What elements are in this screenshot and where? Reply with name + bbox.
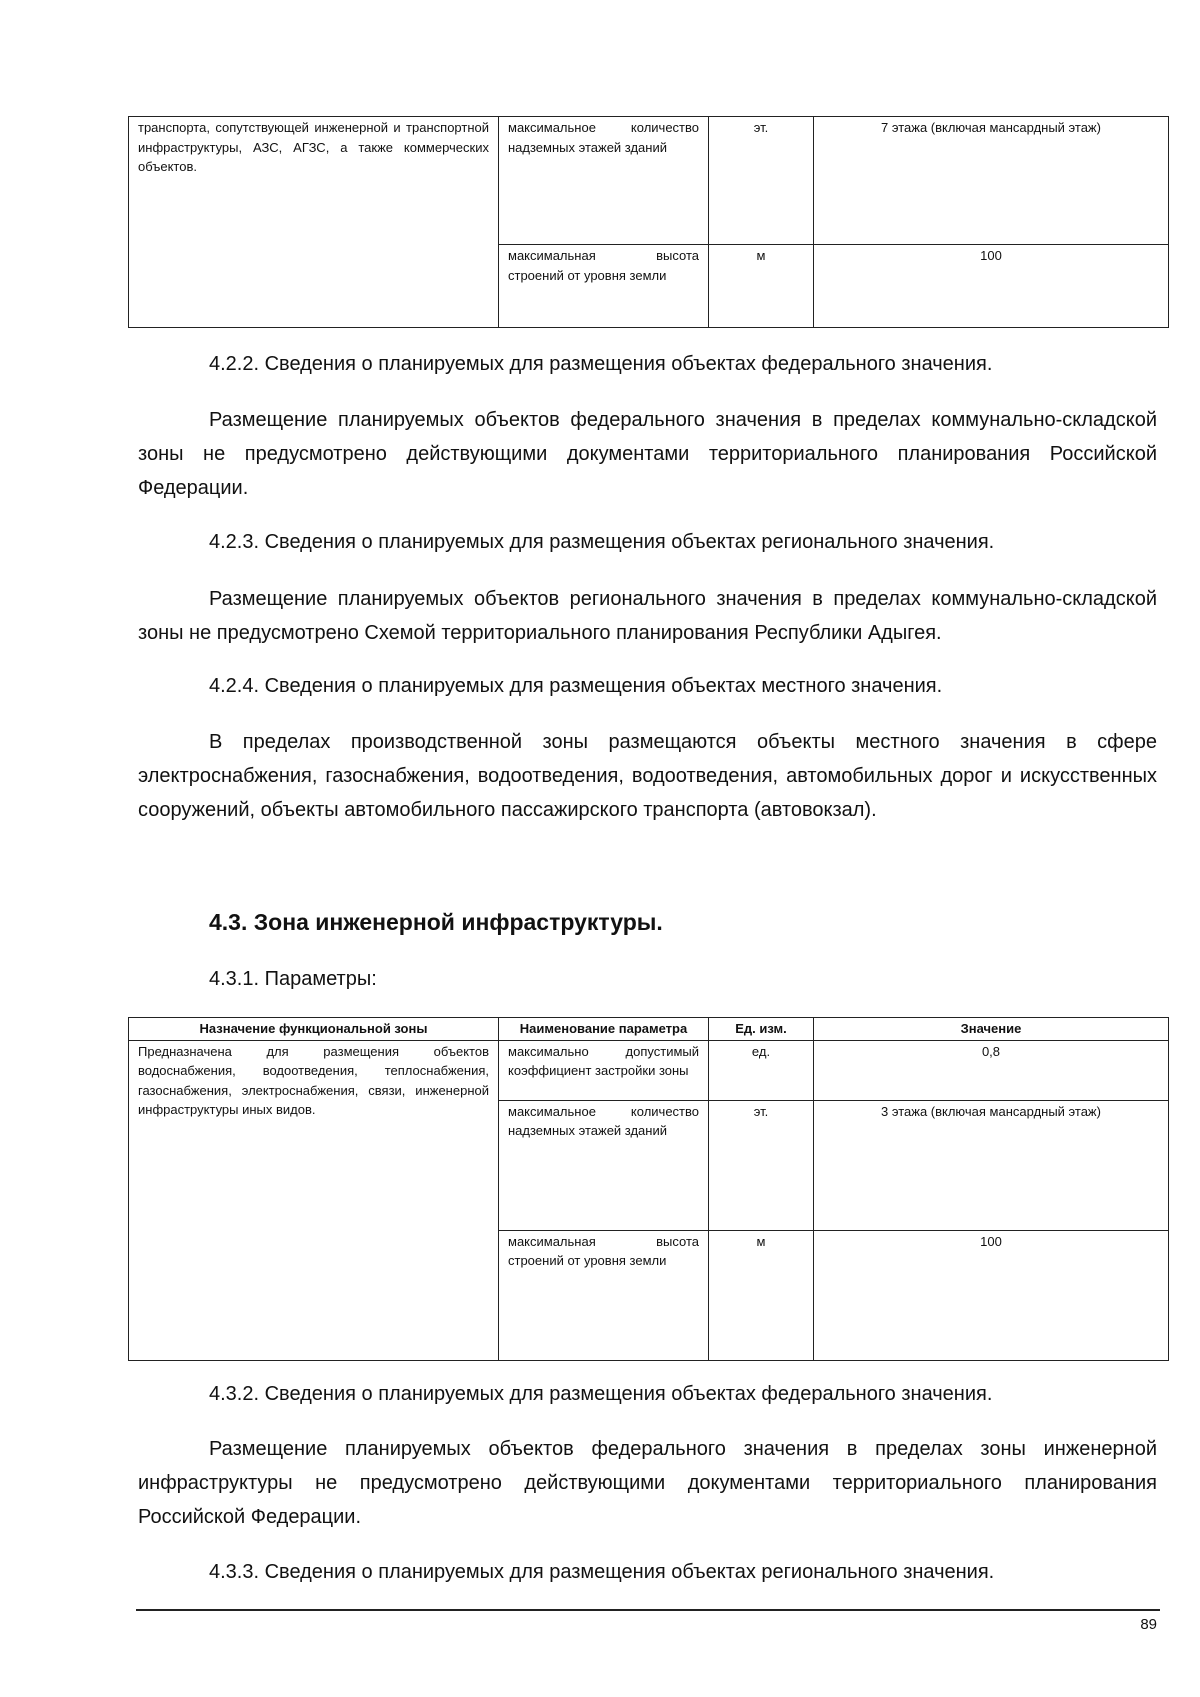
value-cell: 100 [814, 245, 1169, 328]
section-heading-4-2-4: 4.2.4. Сведения о планируемых для размещения объектах местного значения. [209, 675, 943, 697]
zone-purpose-cell: Предназначена для размещения объектов водоснабжения, водоотведения, теплоснабжения, газоснабжения, электроснабжения, связи, инженерной инфраструктуры иных видов. [129, 1040, 499, 1360]
section-heading-4-2-3: 4.2.3. Сведения о планируемых для размещения объектах регионального значения. [209, 531, 995, 553]
unit-cell: эт. [709, 117, 814, 245]
value-cell: 100 [814, 1230, 1169, 1360]
header-zone: Назначение функциональной зоны [129, 1018, 499, 1041]
param-cell: максимально допустимый коэффициент застройки зоны [499, 1040, 709, 1100]
unit-cell: м [709, 245, 814, 328]
header-unit: Ед. изм. [709, 1018, 814, 1041]
param-cell: максимальное количество надземных этажей зданий [499, 1100, 709, 1230]
value-cell: 3 этажа (включая мансардный этаж) [814, 1100, 1169, 1230]
header-param: Наименование параметра [499, 1018, 709, 1041]
page-number: 89 [1140, 1616, 1157, 1633]
section-heading-4-3-3: 4.3.3. Сведения о планируемых для размещения объектах регионального значения. [209, 1561, 995, 1583]
section-heading-4-2-2: 4.2.2. Сведения о планируемых для размещения объектах федерального значения. [209, 353, 993, 375]
paragraph-4-2-3: Размещение планируемых объектов регионального значения в пределах коммунально-складской зоны не предусмотрено Схемой территориального планирования Республики Адыгея. [138, 588, 1157, 644]
section-title-4-3: 4.3. Зона инженерной инфраструктуры. [209, 909, 663, 935]
param-cell: максимальная высота строений от уровня земли [499, 1230, 709, 1360]
param-cell: максимальное количество надземных этажей зданий [499, 117, 709, 245]
param-cell: максимальная высота строений от уровня земли [499, 245, 709, 328]
subsection-4-3-1: 4.3.1. Параметры: [209, 968, 377, 990]
section-heading-4-3-2: 4.3.2. Сведения о планируемых для размещения объектах федерального значения. [209, 1383, 993, 1405]
header-value: Значение [814, 1018, 1169, 1041]
unit-cell: ед. [709, 1040, 814, 1100]
footer-divider [136, 1609, 1160, 1611]
value-cell: 7 этажа (включая мансардный этаж) [814, 117, 1169, 245]
params-table-continued [128, 116, 1169, 328]
paragraph-4-3-2: Размещение планируемых объектов федерального значения в пределах зоны инженерной инфраструктуры не предусмотрено действующими документами территориального планирования Российской Федерации. [138, 1438, 1157, 1528]
paragraph-4-2-2: Размещение планируемых объектов федерального значения в пределах коммунально-складской зоны не предусмотрено действующими документами территориального планирования Российской Федерации. [138, 409, 1157, 499]
value-cell: 0,8 [814, 1040, 1169, 1100]
params-table-4-3 [128, 1017, 1169, 1361]
paragraph-4-2-4: В пределах производственной зоны размещаются объекты местного значения в сфере электроснабжения, газоснабжения, водоотведения, водоотведения, автомобильных дорог и искусственных сооружений, объекты автомобильного пассажирского транспорта (автовокзал). [138, 731, 1157, 821]
unit-cell: эт. [709, 1100, 814, 1230]
zone-purpose-cell: транспорта, сопутствующей инженерной и транспортной инфраструктуры, АЗС, АГЗС, а также коммерческих объектов. [129, 117, 499, 328]
unit-cell: м [709, 1230, 814, 1360]
